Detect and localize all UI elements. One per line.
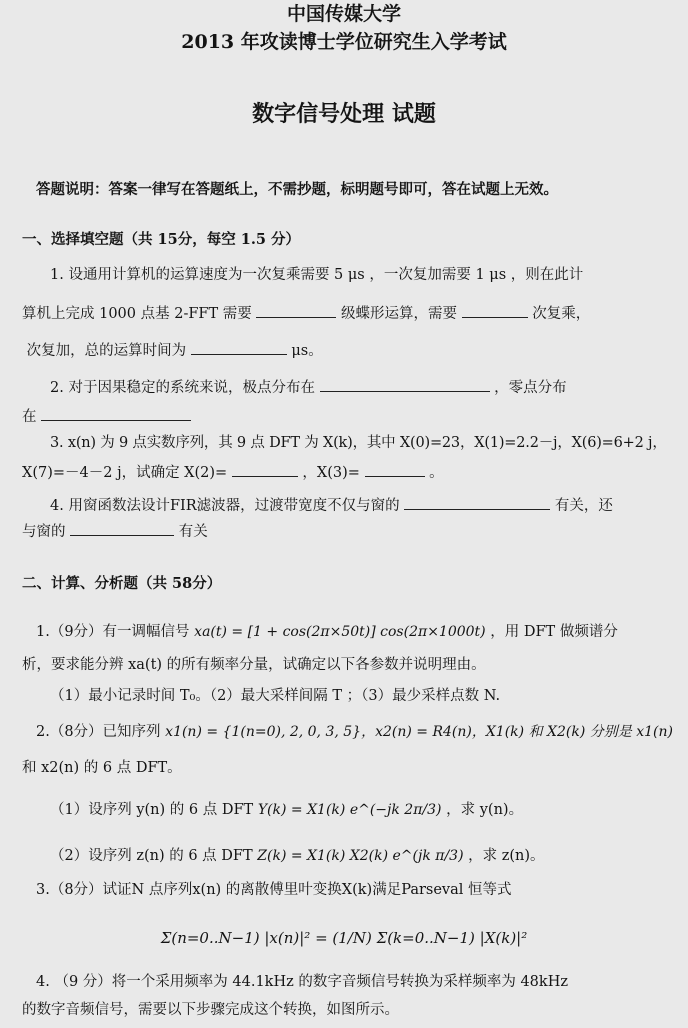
p1-text-b: ，用 DFT 做频谱分 (490, 624, 618, 640)
q4-text-c: 与窗的 (22, 524, 66, 540)
p4-line2: 的数字音频信号，需要以下步骤完成这个转换，如图所示。 (22, 1002, 399, 1018)
p1-line3: （1）最小记录时间 T₀。（2）最大采样间隔 T ；（3）最少采样点数 N. (50, 688, 501, 704)
section2-heading: 二、计算、分析题（共 58分） (22, 575, 222, 592)
q2-text-b: ，零点分布 (494, 380, 567, 396)
p1-formula: xa(t) = [1 + cos(2π×50t)] cos(2π×1000t) (194, 624, 486, 640)
p1-text-a: 1.（9分）有一调幅信号 (36, 624, 190, 640)
subject-title: 数字信号处理 试题 (252, 101, 436, 127)
q2-line2 (22, 405, 191, 427)
q3-text-a: X(7)=－4－2 j，试确定 X(2)= (22, 465, 228, 481)
p3-parseval-formula: Σ(n=0..N−1) |x(n)|² = (1/N) Σ(k=0..N−1) |X(k)|² (160, 929, 528, 947)
q1-blank-time[interactable] (191, 339, 287, 355)
p3-line1: 3.（8分）试证N 点序列x(n) 的离散傅里叶变换X(k)满足Parseval 恒等式 (36, 882, 512, 898)
q1-line1: 1. 设通用计算机的运算速度为一次复乘需要 5 μs ，一次复加需要 1 μs ，则在此计 (50, 267, 584, 283)
q4-text-a: 4. 用窗函数法设计FIR滤波器，过渡带宽度不仅与窗的 (50, 498, 400, 514)
q4-line2 (22, 520, 208, 542)
q4-line1 (50, 494, 613, 516)
q2-text-a: 2. 对于因果稳定的系统来说，极点分布在 (50, 380, 315, 396)
p2-sub2-formula: Z(k) = X1(k) X2(k) e^(jk π/3) (257, 848, 464, 864)
section1-heading: 一、选择填空题（共 15分，每空 1.5 分） (22, 231, 301, 248)
q3-text-c: 。 (429, 465, 444, 481)
q3-blank-x3[interactable] (365, 461, 425, 477)
q4-blank-window1[interactable] (404, 494, 550, 510)
q1-line3 (22, 339, 323, 361)
p2-sub1-formula: Y(k) = X1(k) e^(−jk 2π/3) (257, 802, 442, 818)
p4-line1: 4. （9 分）将一个采用频率为 44.1kHz 的数字音频信号转换为采样频率为 48kHz (36, 974, 568, 990)
q2-text-c: 在 (22, 409, 37, 425)
q3-text-b: ，X(3)= (302, 465, 360, 481)
p2-sub2-text-a: （2）设序列 z(n) 的 6 点 DFT (50, 848, 253, 864)
p2-sub2-text-b: ，求 z(n)。 (468, 848, 545, 864)
q3-blank-x2[interactable] (232, 461, 298, 477)
q4-text-b: 有关，还 (554, 498, 613, 514)
exam-title: 2013 年攻读博士学位研究生入学考试 (181, 31, 507, 53)
q4-blank-window2[interactable] (70, 520, 174, 536)
p2-line2: 和 x2(n) 的 6 点 DFT。 (22, 760, 182, 776)
q3-line2 (22, 461, 444, 483)
p2-sub1 (50, 800, 523, 820)
p2-line1 (36, 722, 673, 742)
university-name: 中国传媒大学 (286, 3, 401, 25)
p2-sub1-text-a: （1）设序列 y(n) 的 6 点 DFT (50, 802, 254, 818)
q4-text-d: 有关 (178, 524, 208, 540)
q1-text-c: 次复乘， (532, 306, 591, 322)
p1-line1 (36, 622, 618, 642)
q1-text-d: 次复加，总的运算时间为 (26, 343, 187, 359)
q1-line2 (22, 302, 590, 324)
q1-text-e: μs。 (291, 343, 323, 359)
p2-text-a: 2.（8分）已知序列 (36, 724, 161, 740)
q1-text-a: 算机上完成 1000 点基 2-FFT 需要 (22, 306, 252, 322)
q1-text-b: 级蝶形运算，需要 (340, 306, 457, 322)
q2-line1 (50, 376, 567, 398)
p1-line2: 析，要求能分辨 xa(t) 的所有频率分量，试确定以下各参数并说明理由。 (22, 657, 486, 673)
q1-blank-mults[interactable] (462, 302, 528, 318)
instructions: 答题说明：答案一律写在答题纸上，不需抄题，标明题号即可，答在试题上无效。 (36, 181, 558, 198)
q2-blank-zeros[interactable] (41, 405, 191, 421)
p2-formula: x1(n) = {1(n=0), 2, 0, 3, 5}，x2(n) = R4(n)，X1(k) 和 X2(k) 分别是 x1(n) (165, 724, 673, 740)
p2-sub2 (50, 846, 545, 866)
q2-blank-poles[interactable] (320, 376, 490, 392)
q1-blank-stages[interactable] (256, 302, 336, 318)
p2-sub1-text-b: ，求 y(n)。 (446, 802, 524, 818)
q3-line1: 3. x(n) 为 9 点实数序列，其 9 点 DFT 为 X(k)，其中 X(0)=23，X(1)=2.2－j，X(6)=6+2 j， (50, 435, 667, 451)
